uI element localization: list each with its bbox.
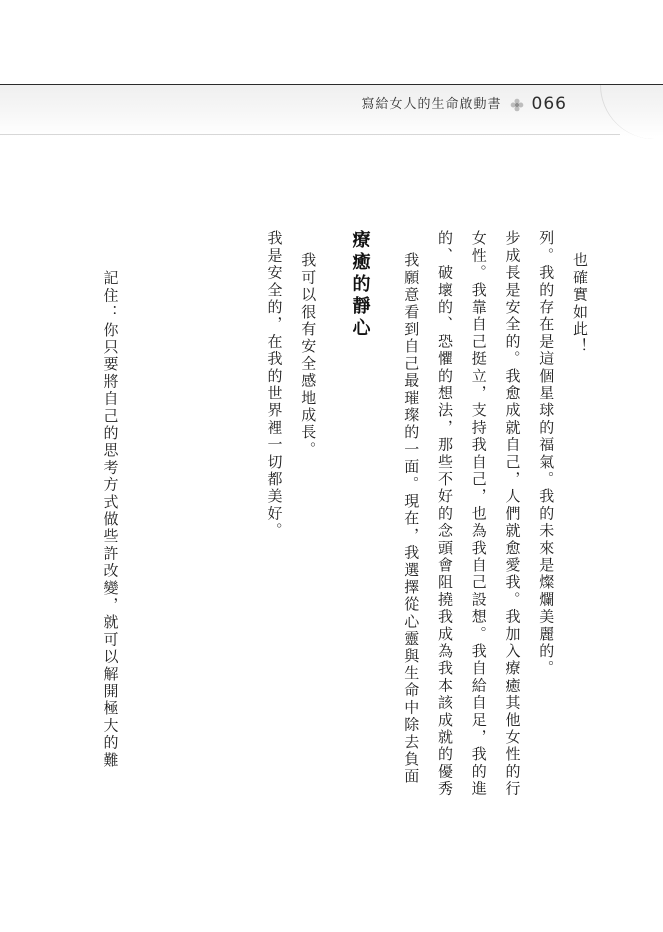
tail-paragraph: 記住：你只要將自己的思考方式做些許改變，就可以解開極大的難 — [101, 270, 120, 769]
paragraph-column-2: 的、破壞的、恐懼的想法，那些不好的念頭會阻撓我成為我本該成就的優秀 — [436, 230, 454, 798]
header-shading-edge — [0, 134, 620, 135]
body-line-1: 我是安全的，在我的世界裡一切都美好。 — [265, 230, 284, 540]
running-head — [362, 96, 567, 113]
vertical-text-body — [254, 230, 593, 830]
body-line-2: 我可以很有安全感地成長。 — [299, 252, 318, 459]
paragraph-column-5: 列。我的存在是這個星球的福氣。我的未來是燦爛美麗的。 — [537, 230, 556, 678]
book-title: 寫給女人的生命啟動書 — [361, 97, 502, 112]
flower-icon — [510, 98, 524, 112]
section-heading: 療癒的靜心 — [349, 230, 371, 340]
closing-line: 也確實如此！ — [571, 252, 589, 356]
paragraph-column-1: 我願意看到自己最璀璨的一面。現在，我選擇從心靈與生命中除去負面 — [402, 252, 421, 786]
paragraph-column-3: 女性。我靠自己挺立，支持我自己，也為我自己設想。我自給自足，我的進 — [469, 230, 488, 798]
paragraph-column-4: 步成長是安全的。我愈成就自己，人們就愈愛我。我加入療癒其他女性的行 — [503, 230, 522, 798]
page-number: 066 — [531, 94, 567, 114]
